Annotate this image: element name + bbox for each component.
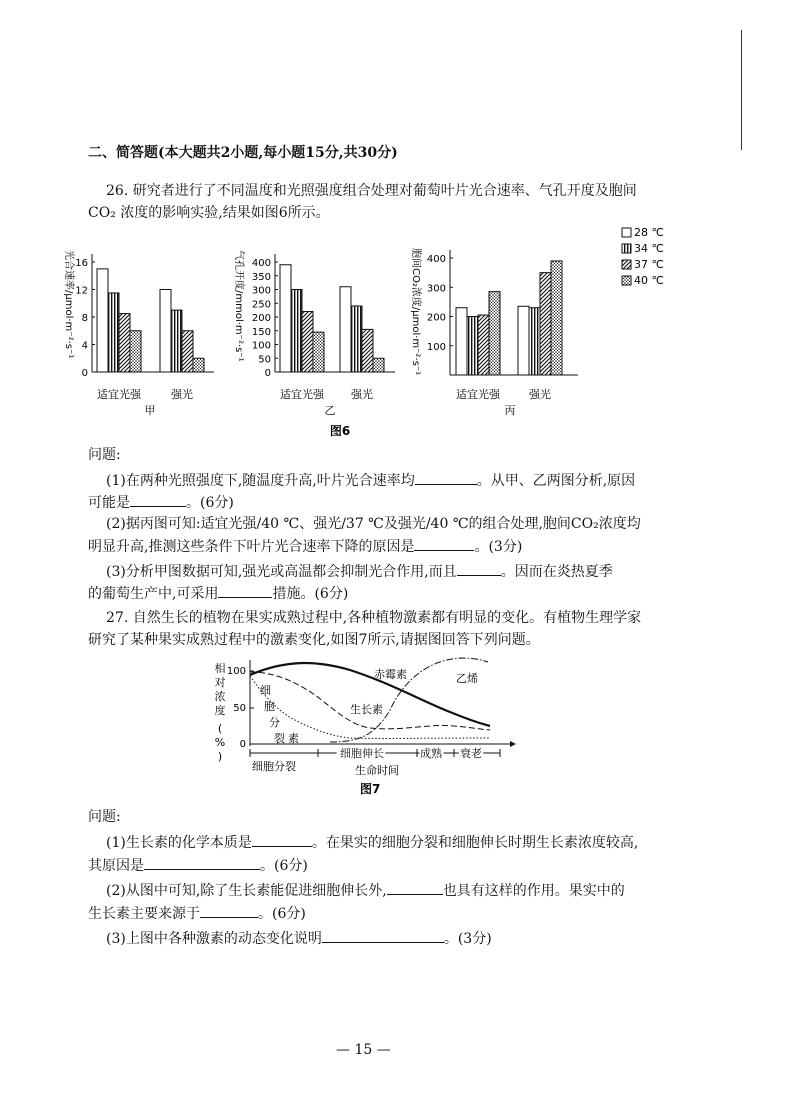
- q26-p1-line2: 可能是 。(6分): [88, 492, 234, 513]
- q26-p1-line1: (1)在两种光照强度下,随温度升高,叶片光合速率均 。从甲、乙两图分析,原因: [106, 470, 635, 491]
- bar-适宜光强-37 ℃: [119, 314, 130, 372]
- q27-intro-line2: 研究了某种果实成熟过程中的激素变化,如图7所示,请据图回答下列问题。: [88, 632, 540, 648]
- ytick-label: 0: [81, 368, 88, 379]
- bar-适宜光强-34 ℃: [291, 290, 302, 373]
- bar-适宜光强-28 ℃: [456, 308, 467, 375]
- bar-适宜光强-37 ℃: [302, 312, 313, 373]
- bar-适宜光强-28 ℃: [97, 269, 108, 372]
- curve-gibberellin: [250, 663, 490, 726]
- bar-适宜光强-40 ℃: [313, 332, 324, 372]
- fig7-ylabel: [215, 661, 226, 763]
- fig6-chart-甲: [63, 250, 214, 417]
- bar-强光-37 ℃: [540, 273, 551, 375]
- svg-text:相: 相: [214, 662, 226, 675]
- ytick-label: 100: [251, 340, 271, 352]
- q27-p1-line2: 其原因是 。(6分): [88, 855, 308, 876]
- answer-blank-26-2: [130, 492, 186, 507]
- ytick-label: 8: [81, 313, 88, 324]
- bar-强光-28 ℃: [160, 290, 171, 373]
- fig6-chart-丙: [410, 248, 578, 417]
- legend-swatch-34: [622, 244, 631, 253]
- bar-适宜光强-28 ℃: [280, 265, 291, 372]
- ytick-label: 0: [264, 368, 271, 379]
- answer-blank-26-5: [218, 583, 272, 598]
- ytick-label: 150: [251, 326, 271, 338]
- category-label: 适宜光强: [280, 388, 324, 401]
- ytick-label: 12: [75, 285, 88, 297]
- y-axis-label: 气孔开度/mmol·m⁻²·s⁻¹: [233, 250, 244, 362]
- q27-p2-line2: 生长素主要来源于 。(6分): [88, 903, 306, 924]
- svg-text:细: 细: [260, 684, 271, 697]
- figure-6: [0, 0, 800, 450]
- q26-p2-line2: 明显升高,推测这些条件下叶片光合速率下降的原因是 。(3分): [88, 536, 522, 557]
- y-axis-label: 胞间CO₂浓度/μmol·m⁻²·s⁻¹: [410, 248, 421, 376]
- bar-强光-34 ℃: [171, 310, 182, 372]
- q26-p3-line1: (3)分析甲图数据可知,强光或高温都会抑制光合作用,而且 。因而在炎热夏季: [106, 561, 613, 582]
- fig6-caption: 图6: [329, 424, 351, 438]
- label-auxin: 生长素: [350, 703, 383, 716]
- ytick-label: 200: [426, 312, 446, 324]
- bar-强光-34 ℃: [529, 308, 540, 375]
- label-gibberellin: 赤霉素: [374, 668, 407, 681]
- svg-text:): ): [217, 750, 223, 763]
- fig7-ytick-100: 100: [226, 666, 246, 677]
- category-label: 适宜光强: [456, 388, 500, 401]
- ytick-label: 300: [426, 283, 446, 295]
- q26-intro-line2: CO₂ 浓度的影响实验,结果如图6所示。: [88, 205, 330, 221]
- svg-text:分: 分: [269, 716, 280, 729]
- stage-ripening: 成熟: [420, 747, 442, 760]
- bar-强光-37 ℃: [362, 329, 373, 372]
- svg-text:胞: 胞: [264, 700, 275, 713]
- bar-强光-40 ℃: [551, 261, 562, 375]
- answer-blank-27-5: [322, 928, 444, 943]
- ytick-label: 250: [251, 299, 271, 311]
- bar-适宜光强-34 ℃: [108, 293, 119, 372]
- svg-text:浓: 浓: [214, 690, 226, 703]
- category-label: 强光: [529, 388, 551, 401]
- bar-适宜光强-40 ℃: [489, 292, 500, 375]
- label-ethylene: 乙烯: [456, 672, 478, 685]
- legend-swatch-37: [622, 260, 631, 269]
- svg-text:(: (: [217, 722, 223, 735]
- bar-强光-28 ℃: [518, 306, 529, 375]
- svg-text:度: 度: [214, 704, 226, 717]
- answer-blank-26-4: [457, 561, 501, 576]
- category-label: 强光: [351, 388, 373, 401]
- ytick-label: 300: [251, 285, 271, 297]
- ytick-label: 16: [75, 258, 88, 269]
- legend-swatch-28: [622, 228, 631, 237]
- bar-适宜光强-37 ℃: [478, 315, 489, 375]
- legend-label-37: 37 ℃: [634, 258, 664, 271]
- answer-blank-27-2: [144, 855, 260, 870]
- answer-blank-26-1: [415, 470, 477, 485]
- bar-适宜光强-40 ℃: [130, 331, 141, 372]
- q26-p2-line1: (2)据丙图可知:适宜光强/40 ℃、强光/37 ℃及强光/40 ℃的组合处理,胞间CO₂浓度均: [106, 516, 641, 532]
- fig6-chart-乙: [233, 250, 395, 417]
- answer-blank-26-3: [414, 536, 474, 551]
- panel-label: 乙: [324, 404, 336, 417]
- ytick-label: 50: [258, 354, 271, 366]
- ytick-label: 100: [426, 341, 446, 353]
- fig7-ytick-50: 50: [233, 703, 246, 714]
- svg-text:裂: 裂: [274, 732, 285, 745]
- svg-text:对: 对: [214, 676, 226, 689]
- stage-division: 细胞分裂: [252, 760, 296, 773]
- bar-适宜光强-34 ℃: [467, 317, 478, 376]
- y-axis-label: 光合速率/μmol·m⁻²·s⁻¹: [63, 250, 74, 359]
- legend-label-34: 34 ℃: [634, 242, 664, 255]
- label-cytokinin: [260, 684, 299, 745]
- ytick-label: 350: [251, 271, 271, 283]
- q26-p3-line2: 的葡萄生产中,可采用 措施。(6分): [88, 583, 348, 604]
- q26-questions-label: 问题:: [88, 447, 121, 463]
- ytick-label: 200: [251, 313, 271, 324]
- answer-blank-27-1: [252, 832, 312, 847]
- fig7-xlabel: 生命时间: [355, 764, 399, 777]
- fig7-caption: 图7: [360, 782, 381, 796]
- ytick-label: 4: [81, 340, 88, 352]
- scan-edge-line: [741, 30, 742, 150]
- fig6-legend: [622, 226, 664, 287]
- q27-p1-line1: (1)生长素的化学本质是 。在果实的细胞分裂和细胞伸长时期生长素浓度较高,: [106, 832, 638, 853]
- q26-intro-line1: 26. 研究者进行了不同温度和光照强度组合处理对葡萄叶片光合速率、气孔开度及胞间: [106, 183, 637, 199]
- svg-text:素: 素: [288, 732, 299, 745]
- q27-p2-line1: (2)从图中可知,除了生长素能促进细胞伸长外, 也具有这样的作用。果实中的: [106, 880, 625, 901]
- q27-p3-line1: (3)上图中各种激素的动态变化说明 。(3分): [106, 928, 492, 949]
- stage-elongation: 细胞伸长: [340, 747, 384, 760]
- q27-intro-line1: 27. 自然生长的植物在果实成熟过程中,各种植物激素都有明显的变化。有植物生理学家: [106, 610, 642, 626]
- panel-label: 丙: [504, 404, 516, 417]
- answer-blank-27-4: [200, 903, 258, 918]
- page-number: — 15 —: [336, 1042, 391, 1058]
- panel-label: 甲: [144, 404, 156, 417]
- answer-blank-27-3: [387, 880, 443, 895]
- stage-senescence: 衰老: [460, 747, 482, 760]
- bar-强光-40 ℃: [373, 358, 384, 372]
- ytick-label: 400: [251, 258, 271, 269]
- legend-swatch-40: [622, 276, 631, 285]
- svg-text:%: %: [214, 736, 226, 749]
- bar-强光-37 ℃: [182, 331, 193, 372]
- ytick-label: 400: [426, 254, 446, 265]
- legend-label-40: 40 ℃: [634, 274, 664, 287]
- bar-强光-28 ℃: [340, 287, 351, 372]
- category-label: 适宜光强: [97, 388, 141, 401]
- curve-auxin: [250, 672, 490, 730]
- figure-7: [190, 650, 530, 800]
- q27-questions-label: 问题:: [88, 809, 121, 825]
- section-heading: 二、简答题(本大题共2小题,每小题15分,共30分): [88, 145, 398, 161]
- legend-label-28: 28 ℃: [634, 226, 664, 239]
- fig7-ytick-0: 0: [239, 739, 246, 750]
- bar-强光-34 ℃: [351, 306, 362, 372]
- bar-强光-40 ℃: [193, 358, 204, 372]
- category-label: 强光: [171, 388, 193, 401]
